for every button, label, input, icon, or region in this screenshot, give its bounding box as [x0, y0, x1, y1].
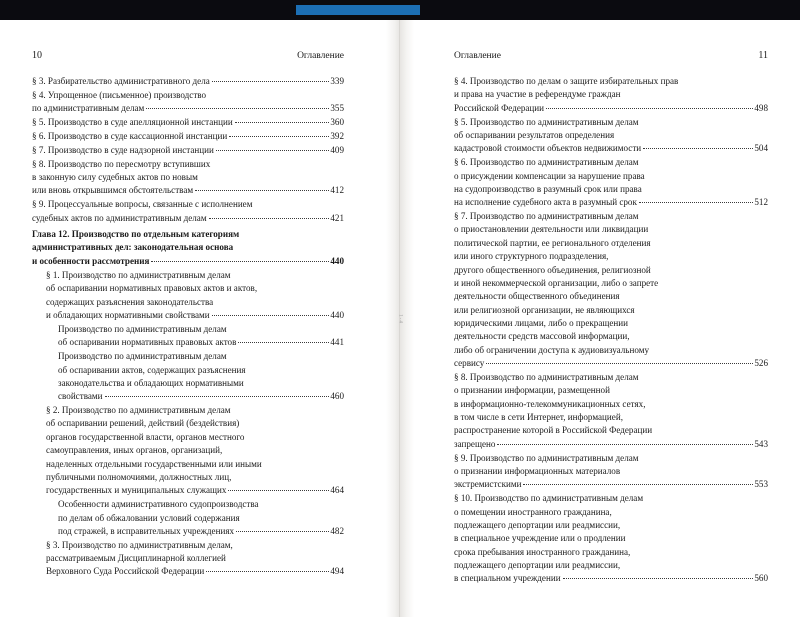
toc-entry-last-line [32, 255, 344, 268]
toc-entry-line: в специальном учреждении [454, 573, 561, 584]
toc-entry-last-line [454, 572, 768, 585]
toc-entry[interactable] [32, 158, 344, 198]
toc-entry-line: в информационно-телекоммуникационных сетях, [454, 398, 646, 409]
toc-entry-line: и обладающих нормативными свойствами [46, 310, 210, 321]
toc-entry-last-line [46, 484, 344, 497]
toc-leader-dots [216, 150, 329, 151]
right-toc-list [454, 75, 768, 586]
toc-page-number: 392 [330, 130, 344, 141]
toc-leader-dots [235, 122, 329, 123]
toc-entry[interactable] [58, 323, 344, 350]
toc-entry-line: запрещено [454, 438, 496, 449]
toc-page-number: 339 [330, 76, 344, 86]
left-page [0, 20, 386, 617]
toc-leader-dots [229, 136, 329, 137]
toc-page-number: 526 [754, 358, 768, 369]
toc-entry-line: рассматриваемым Дисциплинарной коллегией [46, 553, 226, 564]
toc-entry-line: об оспаривании решений, действий (бездействия) [46, 418, 240, 429]
toc-entry-line: § 2. Производство по административным делам [46, 405, 231, 416]
toc-entry-line: юридическими лицами, либо о прекращении [454, 317, 628, 328]
toc-entry-line: подлежащего депортации или реадмиссии, [454, 519, 621, 530]
toc-page-number: 553 [754, 479, 768, 490]
toc-entry[interactable] [454, 371, 768, 451]
toc-entry-line: кадастровой стоимости объектов недвижимости [454, 143, 642, 154]
toc-entry-line: § 1. Производство по административным делам [46, 270, 231, 281]
toc-entry-line: политической партии, ее регионального отделения [454, 237, 651, 248]
toc-entry-line: по административным делам [32, 103, 145, 114]
toc-entry-line: деятельности средств массовой информации, [454, 331, 630, 342]
toc-entry-line: сервису [454, 358, 485, 369]
toc-entry-line: Глава 12. Производство по отдельным категориям [32, 228, 240, 239]
toc-entry-line: § 9. Процессуальные вопросы, связанные с исполнением [32, 199, 253, 210]
toc-entry-line: либо об ограничении доступа к аудиовизуальному [454, 344, 649, 355]
toc-entry-line: и права на участие в референдуме граждан [454, 89, 621, 100]
toc-entry-line: в специальное учреждение или о продлении [454, 533, 626, 544]
toc-entry[interactable] [32, 89, 344, 116]
toc-page-number: 498 [754, 102, 768, 113]
toc-entry-last-line [32, 75, 344, 88]
toc-leader-dots [236, 531, 329, 532]
toc-entry[interactable] [46, 269, 344, 322]
toc-entry-line: экстремистскими [454, 479, 522, 490]
toc-entry-line: подлежащего депортации или реадмиссии, [454, 559, 621, 570]
toc-entry-line: на судопроизводство в разумный срок или права [454, 183, 642, 194]
toc-entry-line: § 6. Производство по административным делам [454, 157, 639, 168]
toc-entry-line: § 8. Производство по административным делам [454, 371, 639, 382]
toc-entry[interactable] [46, 539, 344, 579]
toc-leader-dots [206, 571, 329, 572]
toc-leader-dots [195, 190, 329, 191]
toc-entry-line: или религиозной организации, не являющихся [454, 304, 635, 315]
toc-page-number: 441 [330, 337, 344, 348]
toc-entry-line: о признании информации, размещенной [454, 385, 610, 396]
toc-entry[interactable] [454, 210, 768, 370]
toc-entry-line: под стражей, в исправительных учреждениях [58, 525, 235, 536]
toc-leader-dots [105, 396, 329, 397]
toc-entry-line: о помещении иностранного гражданина, [454, 506, 612, 517]
toc-entry-line: § 5. Производство в суде апелляционной инстанции [32, 117, 233, 128]
toc-entry-line: о присуждении компенсации за нарушение права [454, 170, 645, 181]
toc-entry-line: § 7. Производство в суде надзорной инстанции [32, 144, 214, 155]
toc-entry[interactable] [58, 350, 344, 403]
toc-entry-last-line [46, 309, 344, 322]
toc-page-number: 543 [754, 438, 768, 449]
left-running-head [32, 50, 344, 61]
toc-entry[interactable] [454, 452, 768, 492]
toc-entry-last-line [32, 212, 344, 225]
toc-entry-line: § 6. Производство в суде кассационной инстанции [32, 130, 228, 141]
toc-entry-last-line [58, 336, 344, 349]
toc-page-number: 409 [330, 144, 344, 155]
toc-page-number: 482 [330, 525, 344, 536]
toc-leader-dots [546, 108, 753, 109]
toc-leader-dots [643, 148, 753, 149]
toc-entry-last-line [454, 102, 768, 115]
toc-entry-line: наделенных отдельными государственными или иными [46, 458, 262, 469]
toc-page-number: 460 [330, 391, 344, 402]
toc-page-number: 464 [330, 485, 344, 496]
toc-entry-line: Российской Федерации [454, 102, 545, 113]
toc-page-number: 512 [754, 197, 768, 208]
toc-leader-dots [212, 81, 329, 82]
toc-entry-line: Особенности административного судопроизводства [58, 499, 259, 510]
left-toc-list [32, 75, 344, 579]
toc-entry[interactable] [454, 116, 768, 156]
toc-entry[interactable] [32, 144, 344, 157]
toc-entry-last-line [32, 116, 344, 129]
toc-page-number: 412 [330, 185, 344, 196]
toc-entry-last-line [32, 130, 344, 143]
toc-entry-line: государственных и муниципальных служащих [46, 485, 227, 496]
toc-entry-line: об оспаривании актов, содержащих разъяснения [58, 364, 246, 375]
toc-entry-line: и особенности рассмотрения [32, 255, 150, 266]
toc-entry-line: о приостановлении деятельности или ликвидации [454, 224, 649, 235]
toc-entry-line: об оспаривании нормативных правовых актов и актов, [46, 283, 258, 294]
toc-entry-last-line [32, 102, 344, 115]
toc-entry-last-line [454, 142, 768, 155]
toc-entry-line: Верховного Суда Российской Федерации [46, 566, 205, 577]
toc-entry-line: распространение которой в Российской Федерации [454, 425, 653, 436]
toc-entry[interactable] [32, 228, 344, 268]
toc-entry-last-line [58, 525, 344, 538]
toc-entry-line: § 4. Производство по делам о защите избирательных прав [454, 76, 679, 86]
toc-page-number: 360 [330, 117, 344, 128]
toc-entry-line: свойствами [58, 391, 103, 402]
toc-entry[interactable] [32, 75, 344, 88]
toc-entry-last-line [32, 144, 344, 157]
toc-entry[interactable] [58, 498, 344, 538]
toc-entry[interactable] [46, 404, 344, 498]
toc-entry-line: или иного структурного подразделения, [454, 251, 609, 262]
toc-entry-line: и иной некоммерческой организации, либо о запрете [454, 277, 659, 288]
toc-entry-line: об оспаривании нормативных правовых актов [58, 337, 237, 348]
toc-page-number: 355 [330, 103, 344, 114]
toc-entry-line: административных дел: законодательная основа [32, 242, 234, 253]
toc-entry-line: органов государственной власти, органов местного [46, 431, 245, 442]
toc-page-number: 560 [754, 573, 768, 584]
toc-page-number: 421 [330, 212, 344, 223]
toc-leader-dots [523, 484, 752, 485]
toc-entry[interactable] [32, 116, 344, 129]
gutter-signature-code: 1-4 [397, 313, 403, 324]
left-running-title: Оглавление [297, 51, 344, 61]
right-page [414, 20, 800, 617]
toc-entry-line: на исполнение судебного акта в разумный срок [454, 197, 637, 208]
toc-entry-last-line [46, 565, 344, 578]
toc-entry-line: Производство по административным делам [58, 351, 227, 362]
toc-entry[interactable] [454, 156, 768, 209]
toc-entry-line: деятельности общественного объединения [454, 291, 620, 302]
toc-entry-line: об оспаривании результатов определения [454, 129, 615, 140]
toc-page-number: 504 [754, 143, 768, 154]
toc-leader-dots [497, 444, 752, 445]
toc-leader-dots [212, 315, 329, 316]
toc-entry-line: § 9. Производство по административным делам [454, 452, 639, 463]
toc-entry-line: § 4. Упрощенное (письменное) производство [32, 89, 207, 100]
toc-entry[interactable] [32, 198, 344, 225]
toc-entry-line: или вновь открывшимся обстоятельствам [32, 185, 194, 196]
toc-entry-line: § 3. Производство по административным делам, [46, 539, 233, 550]
toc-entry-line: § 3. Разбирательство административного дела [32, 76, 210, 86]
toc-entry-line: срока пребывания иностранного гражданина, [454, 546, 631, 557]
scanner-blue-strip [296, 5, 420, 15]
toc-entry-last-line [454, 357, 768, 370]
toc-entry-line: публичными полномочиями, должностных лиц, [46, 471, 232, 482]
toc-leader-dots [209, 218, 329, 219]
toc-entry[interactable] [454, 75, 768, 115]
toc-entry-last-line [32, 184, 344, 197]
toc-entry-last-line [454, 438, 768, 451]
toc-entry-line: другого общественного объединения, религиозной [454, 264, 651, 275]
right-page-folio: 11 [758, 50, 768, 61]
toc-entry[interactable] [454, 492, 768, 586]
toc-entry-line: судебных актов по административным делам [32, 212, 207, 223]
toc-entry-line: § 8. Производство по пересмотру вступивших [32, 158, 211, 169]
toc-leader-dots [563, 578, 753, 579]
left-page-folio: 10 [32, 50, 42, 61]
toc-leader-dots [151, 261, 328, 262]
toc-page-number: 494 [330, 566, 344, 577]
toc-entry-line: § 7. Производство по административным делам [454, 211, 639, 222]
book-spread [0, 20, 800, 617]
toc-entry-line: в законную силу судебных актов по новым [32, 172, 198, 183]
toc-entry-line: о признании информационных материалов [454, 465, 621, 476]
toc-entry-line: § 10. Производство по административным делам [454, 493, 644, 504]
toc-entry-line: в том числе в сети Интернет, информацией, [454, 411, 623, 422]
toc-entry-last-line [454, 478, 768, 491]
toc-entry-line: Производство по административным делам [58, 323, 227, 334]
toc-leader-dots [146, 108, 329, 109]
toc-entry-last-line [58, 390, 344, 403]
toc-entry-line: по делам об обжаловании условий содержания [58, 512, 240, 523]
toc-entry-line: самоуправления, иных органов, организаций, [46, 445, 223, 456]
toc-entry-line: содержащих разъяснения законодательства [46, 296, 214, 307]
toc-leader-dots [238, 342, 328, 343]
right-running-title: Оглавление [454, 51, 501, 61]
toc-entry[interactable] [32, 130, 344, 143]
toc-entry-last-line [454, 196, 768, 209]
book-gutter [386, 20, 414, 617]
toc-entry-line: § 5. Производство по административным делам [454, 116, 639, 127]
toc-page-number: 440 [330, 310, 344, 321]
toc-leader-dots [639, 202, 753, 203]
toc-page-number: 440 [330, 255, 344, 266]
right-running-head [454, 50, 768, 61]
toc-leader-dots [486, 363, 753, 364]
toc-entry-line: законодательства и обладающих нормативными [58, 377, 244, 388]
toc-leader-dots [228, 490, 328, 491]
